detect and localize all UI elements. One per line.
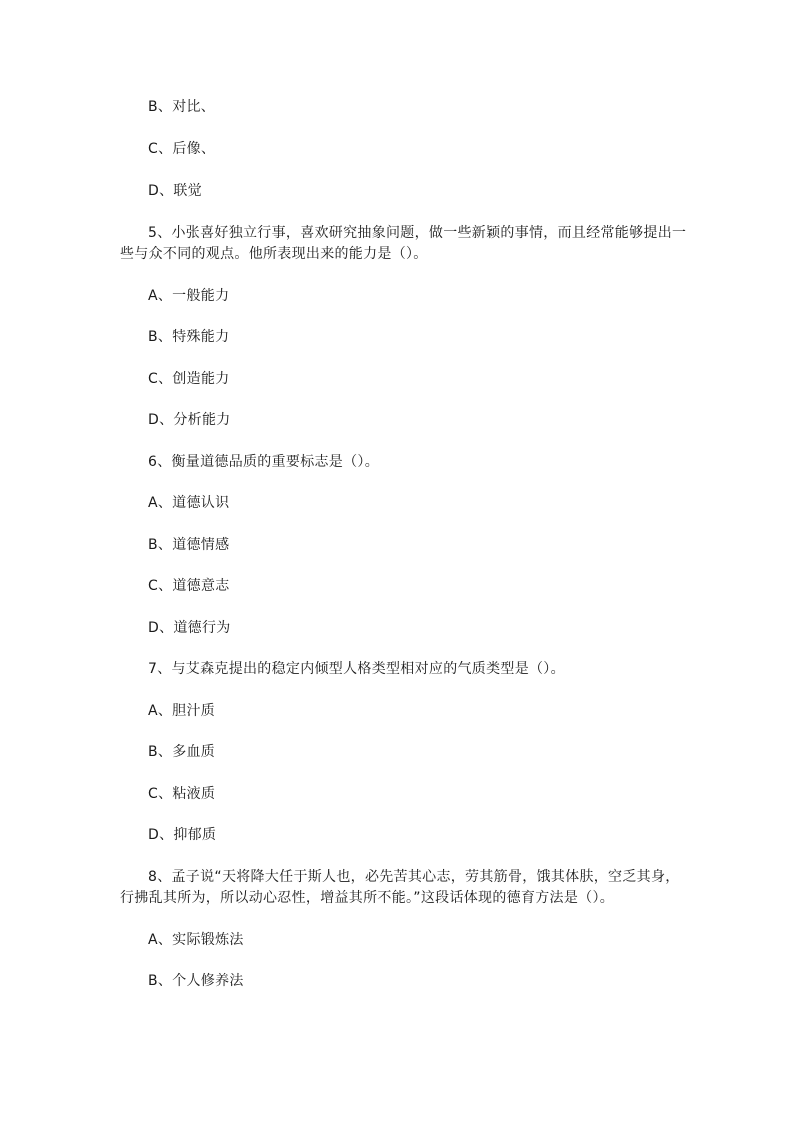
question-5-option-d: D、分析能力 xyxy=(148,412,231,428)
question-7-option-d: D、抑郁质 xyxy=(148,827,217,843)
question-8-line-2: 行拂乱其所为，所以动心忍性，增益其所不能。”这段话体现的德育方法是（）。 xyxy=(120,890,615,906)
question-5-option-c: C、创造能力 xyxy=(148,371,230,387)
question-6-option-a: A、道德认识 xyxy=(148,495,230,511)
question-6-option-b: B、道德情感 xyxy=(148,537,230,553)
question-6-option-c: C、道德意志 xyxy=(148,578,230,594)
option-c-afterimage: C、后像、 xyxy=(148,141,216,157)
question-7-option-c: C、粘液质 xyxy=(148,786,216,802)
question-7-option-b: B、多血质 xyxy=(148,744,216,760)
question-5-option-a: A、一般能力 xyxy=(148,288,230,304)
question-6: 6、衡量道德品质的重要标志是（）。 xyxy=(148,454,380,470)
question-5-line-1: 5、小张喜好独立行事，喜欢研究抽象问题，做一些新颖的事情，而且经常能够提出一 xyxy=(148,225,687,241)
question-5-option-b: B、特殊能力 xyxy=(148,329,230,345)
question-8-option-a: A、实际锻炼法 xyxy=(148,932,244,948)
question-6-option-d: D、道德行为 xyxy=(148,620,231,636)
question-8-option-b: B、个人修养法 xyxy=(148,973,244,989)
option-b-contrast: B、对比、 xyxy=(148,99,216,115)
question-8-line-1: 8、孟子说“天将降大任于斯人也，必先苦其心志，劳其筋骨，饿其体肤，空乏其身， xyxy=(148,869,680,885)
option-d-synesthesia: D、联觉 xyxy=(148,183,202,199)
question-7: 7、与艾森克提出的稳定内倾型人格类型相对应的气质类型是（）。 xyxy=(148,661,565,677)
question-5-line-2: 些与众不同的观点。他所表现出来的能力是（）。 xyxy=(120,246,428,262)
question-7-option-a: A、胆汁质 xyxy=(148,703,216,719)
